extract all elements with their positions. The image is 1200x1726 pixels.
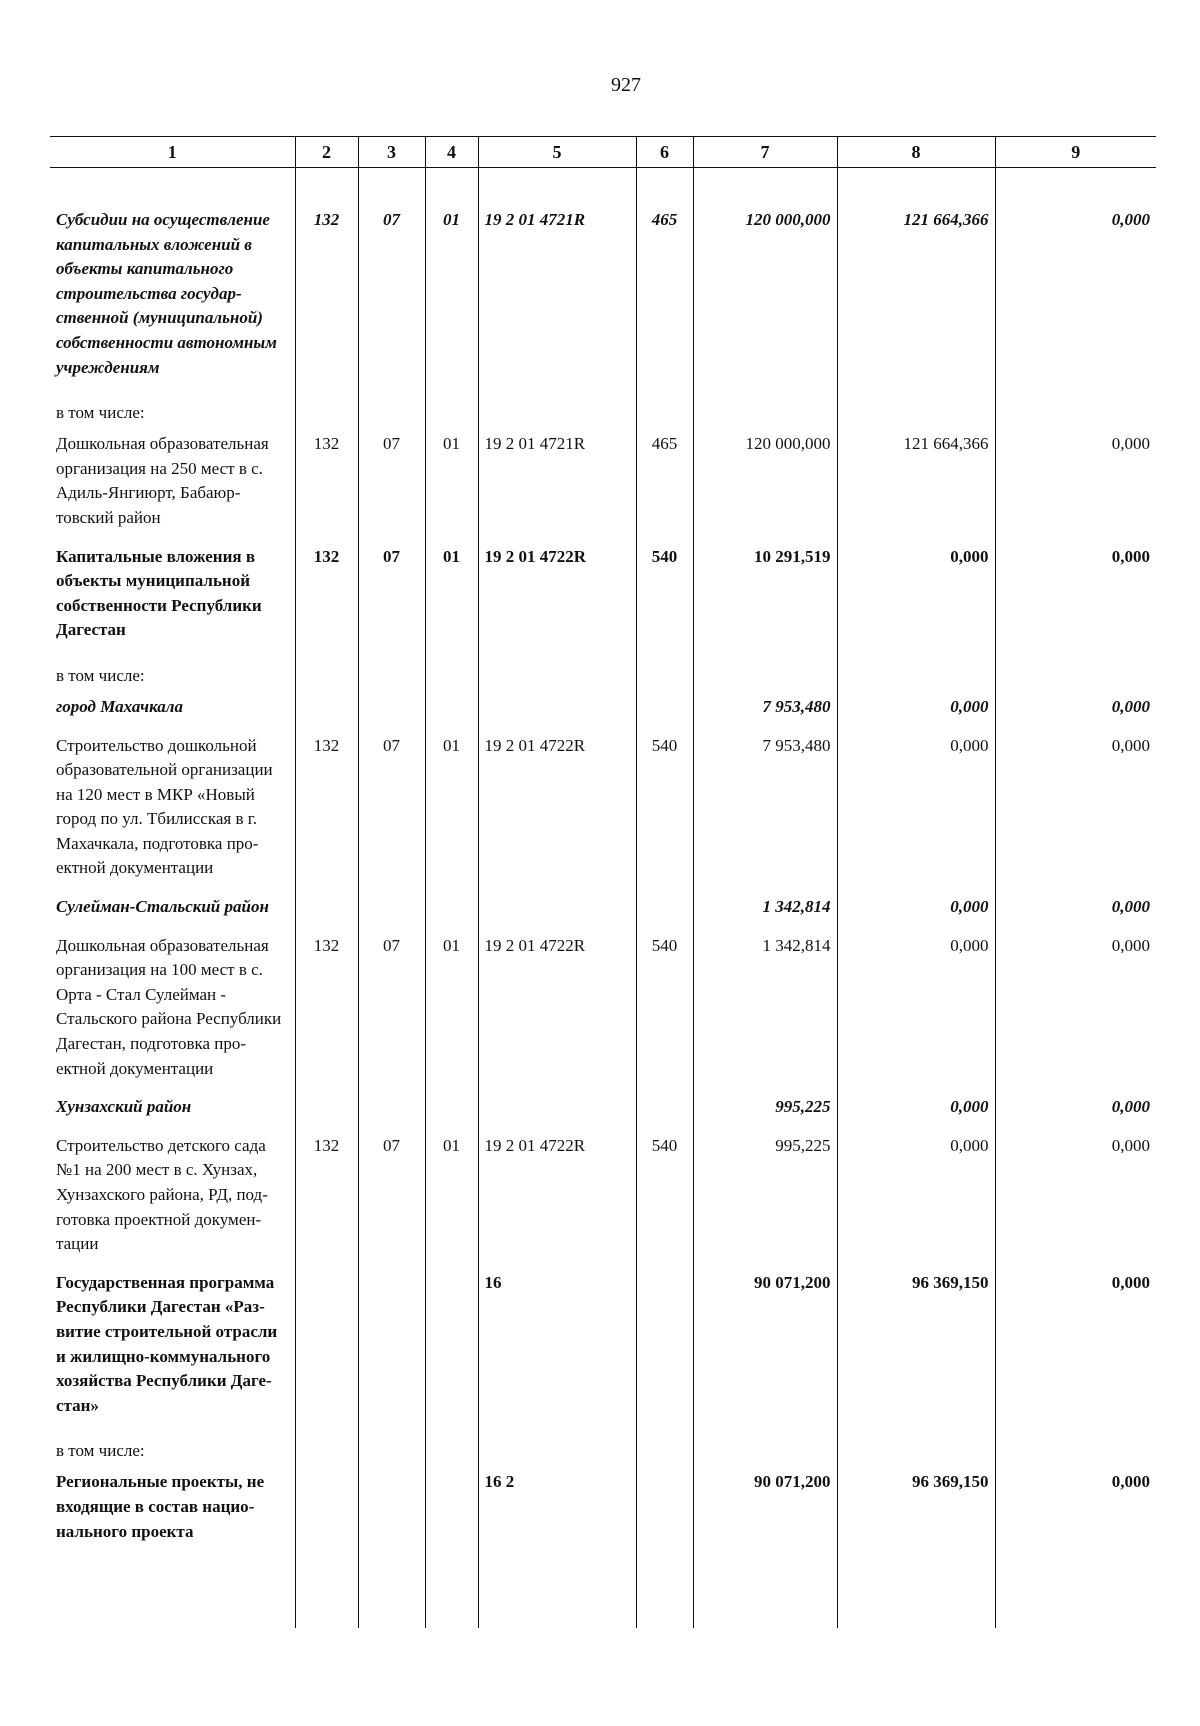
cell-col-6 [636, 1432, 693, 1470]
cell-col-7: 1 342,814 [693, 895, 837, 934]
cell-col-7: 90 071,200 [693, 1470, 837, 1558]
cell-col-5 [478, 394, 636, 432]
cell-col-7: 7 953,480 [693, 695, 837, 734]
table-row [50, 657, 1156, 695]
header-col-5: 5 [478, 137, 636, 168]
table-row [50, 934, 1156, 1096]
cell-col-6 [636, 657, 693, 695]
cell-col-8: 96 369,150 [837, 1271, 995, 1433]
cell-col-3: 07 [358, 208, 425, 394]
cell-col-4: 01 [425, 1134, 478, 1271]
cell-col-4 [425, 895, 478, 934]
cell-col-9: 0,000 [995, 695, 1156, 734]
cell-col-6: 465 [636, 432, 693, 544]
table-row [50, 734, 1156, 896]
cell-col-3 [358, 1095, 425, 1134]
cell-col-2 [295, 1095, 358, 1134]
cell-col-6 [636, 1271, 693, 1433]
cell-col-8 [837, 394, 995, 432]
cell-col-6: 540 [636, 934, 693, 1096]
header-col-9: 9 [995, 137, 1156, 168]
cell-col-4: 01 [425, 208, 478, 394]
cell-col-4: 01 [425, 934, 478, 1096]
cell-col-5: 19 2 01 4722R [478, 934, 636, 1096]
cell-col-5: 19 2 01 4721R [478, 208, 636, 394]
cell-col-3: 07 [358, 432, 425, 544]
cell-col-7: 10 291,519 [693, 545, 837, 657]
cell-col-8: 0,000 [837, 734, 995, 896]
table-row [50, 394, 1156, 432]
cell-col-5: 19 2 01 4721R [478, 432, 636, 544]
page-number: 927 [611, 74, 641, 96]
header-col-4: 4 [425, 137, 478, 168]
table-row [50, 1134, 1156, 1271]
cell-col-6 [636, 895, 693, 934]
table-row [50, 895, 1156, 934]
cell-col-3 [358, 1271, 425, 1433]
cell-col-4 [425, 1271, 478, 1433]
header-col-6: 6 [636, 137, 693, 168]
cell-row-name: Государственная программа Республики Дагестан «Развитие строительной отрасли и жилищно-коммунального хозяйства Республики Дагестан» [56, 1272, 278, 1415]
cell-col-9: 0,000 [995, 208, 1156, 394]
header-col-2: 2 [295, 137, 358, 168]
cell-col-9: 0,000 [995, 432, 1156, 544]
spacer-row [50, 168, 1156, 209]
cell-col-6 [636, 1470, 693, 1558]
cell-col-5 [478, 1432, 636, 1470]
cell-col-4 [425, 1095, 478, 1134]
cell-row-name: Капитальные вложения в объекты муниципальной собственности Республики Дагестан [56, 546, 262, 640]
cell-col-4 [425, 394, 478, 432]
cell-col-5: 19 2 01 4722R [478, 734, 636, 896]
header-col-8: 8 [837, 137, 995, 168]
cell-col-8: 96 369,150 [837, 1470, 995, 1558]
cell-col-7: 120 000,000 [693, 208, 837, 394]
table-row [50, 545, 1156, 657]
cell-row-name: Хунзахский район [56, 1097, 192, 1117]
cell-col-8 [837, 1432, 995, 1470]
cell-col-9: 0,000 [995, 934, 1156, 1096]
cell-col-7: 120 000,000 [693, 432, 837, 544]
cell-col-5 [478, 1095, 636, 1134]
cell-col-3: 07 [358, 934, 425, 1096]
cell-col-2: 132 [295, 545, 358, 657]
cell-row-name: Субсидии на осуществление капитальных вложений в объекты капитального строительства государственной (муниципальной) собственности автономным учреждениям [56, 210, 277, 377]
cell-col-3 [358, 895, 425, 934]
cell-col-7: 995,225 [693, 1134, 837, 1271]
cell-col-5 [478, 695, 636, 734]
table-row [50, 1271, 1156, 1433]
cell-col-9: 0,000 [995, 1271, 1156, 1433]
cell-col-3 [358, 695, 425, 734]
cell-col-8 [837, 657, 995, 695]
header-col-3: 3 [358, 137, 425, 168]
cell-col-4 [425, 1470, 478, 1558]
cell-col-9: 0,000 [995, 895, 1156, 934]
cell-row-name: Региональные проекты, не входящие в состав национального проекта [56, 1472, 265, 1541]
cell-col-3 [358, 657, 425, 695]
cell-col-8: 0,000 [837, 895, 995, 934]
cell-col-8: 0,000 [837, 1134, 995, 1271]
cell-col-3 [358, 1432, 425, 1470]
cell-col-8: 0,000 [837, 695, 995, 734]
table-body [50, 168, 1156, 1629]
spacer-row [50, 1558, 1156, 1628]
cell-col-7: 995,225 [693, 1095, 837, 1134]
cell-col-7: 7 953,480 [693, 734, 837, 896]
cell-col-6: 540 [636, 734, 693, 896]
cell-col-4 [425, 1432, 478, 1470]
cell-col-3 [358, 394, 425, 432]
cell-col-6 [636, 394, 693, 432]
cell-col-2 [295, 695, 358, 734]
cell-col-9: 0,000 [995, 1134, 1156, 1271]
cell-col-4: 01 [425, 734, 478, 896]
cell-col-9: 0,000 [995, 734, 1156, 896]
cell-col-9: 0,000 [995, 545, 1156, 657]
cell-col-9 [995, 657, 1156, 695]
table-row [50, 1432, 1156, 1470]
cell-col-6: 540 [636, 545, 693, 657]
cell-col-5: 16 2 [478, 1470, 636, 1558]
cell-col-2: 132 [295, 208, 358, 394]
table-header-row [50, 137, 1156, 168]
table-row [50, 1470, 1156, 1558]
table-row [50, 1095, 1156, 1134]
cell-col-2 [295, 1271, 358, 1433]
cell-col-4: 01 [425, 545, 478, 657]
cell-col-8: 121 664,366 [837, 208, 995, 394]
cell-row-name: Строительство детского сада №1 на 200 мест в с. Хунзах, Хунзахского района, РД, подготовка проектной документации [56, 1135, 268, 1254]
table-row [50, 695, 1156, 734]
cell-col-2 [295, 1470, 358, 1558]
cell-col-9 [995, 394, 1156, 432]
cell-col-6: 540 [636, 1134, 693, 1271]
cell-col-6: 465 [636, 208, 693, 394]
cell-col-3: 07 [358, 545, 425, 657]
budget-table [50, 136, 1156, 1628]
cell-col-8: 121 664,366 [837, 432, 995, 544]
cell-row-name: в том числе: [56, 1441, 145, 1461]
cell-row-name: Строительство дошкольной образовательной организации на 120 мест в МКР «Новый город по ул. Тбилисская в г. Махачкала, подготовка проектной документации [56, 735, 273, 878]
cell-row-name: Дошкольная образовательная организация на 100 мест в с. Орта - Стал Сулейман - Стальского района Республики Дагестан, подготовка проектной документации [56, 935, 282, 1078]
cell-col-2 [295, 895, 358, 934]
cell-col-7 [693, 657, 837, 695]
cell-row-name: в том числе: [56, 665, 145, 685]
cell-col-2 [295, 394, 358, 432]
cell-col-8: 0,000 [837, 934, 995, 1096]
cell-col-2: 132 [295, 734, 358, 896]
cell-col-7: 90 071,200 [693, 1271, 837, 1433]
cell-col-2 [295, 1432, 358, 1470]
cell-col-7: 1 342,814 [693, 934, 837, 1096]
cell-col-4 [425, 695, 478, 734]
cell-col-8: 0,000 [837, 545, 995, 657]
cell-col-4: 01 [425, 432, 478, 544]
cell-row-name: в том числе: [56, 402, 145, 422]
cell-col-5: 16 [478, 1271, 636, 1433]
cell-col-9: 0,000 [995, 1095, 1156, 1134]
cell-col-6 [636, 695, 693, 734]
cell-col-2: 132 [295, 1134, 358, 1271]
cell-col-2: 132 [295, 934, 358, 1096]
cell-col-3 [358, 1470, 425, 1558]
cell-col-2 [295, 657, 358, 695]
cell-col-4 [425, 657, 478, 695]
cell-col-5 [478, 895, 636, 934]
cell-col-2: 132 [295, 432, 358, 544]
cell-col-6 [636, 1095, 693, 1134]
cell-row-name: Дошкольная образовательная организация на 250 мест в с. Адиль-Янгиюрт, Бабаюртовский район [56, 434, 269, 527]
header-col-7: 7 [693, 137, 837, 168]
cell-col-5: 19 2 01 4722R [478, 545, 636, 657]
cell-col-5: 19 2 01 4722R [478, 1134, 636, 1271]
cell-col-9 [995, 1432, 1156, 1470]
cell-col-8: 0,000 [837, 1095, 995, 1134]
header-col-1: 1 [50, 137, 295, 168]
cell-col-3: 07 [358, 1134, 425, 1271]
cell-col-3: 07 [358, 734, 425, 896]
table-row [50, 208, 1156, 394]
cell-row-name: город Махачкала [56, 696, 184, 716]
cell-col-5 [478, 657, 636, 695]
cell-col-7 [693, 1432, 837, 1470]
cell-col-9: 0,000 [995, 1470, 1156, 1558]
table-row [50, 432, 1156, 544]
cell-row-name: Сулейман-Стальский район [56, 897, 269, 917]
cell-col-7 [693, 394, 837, 432]
